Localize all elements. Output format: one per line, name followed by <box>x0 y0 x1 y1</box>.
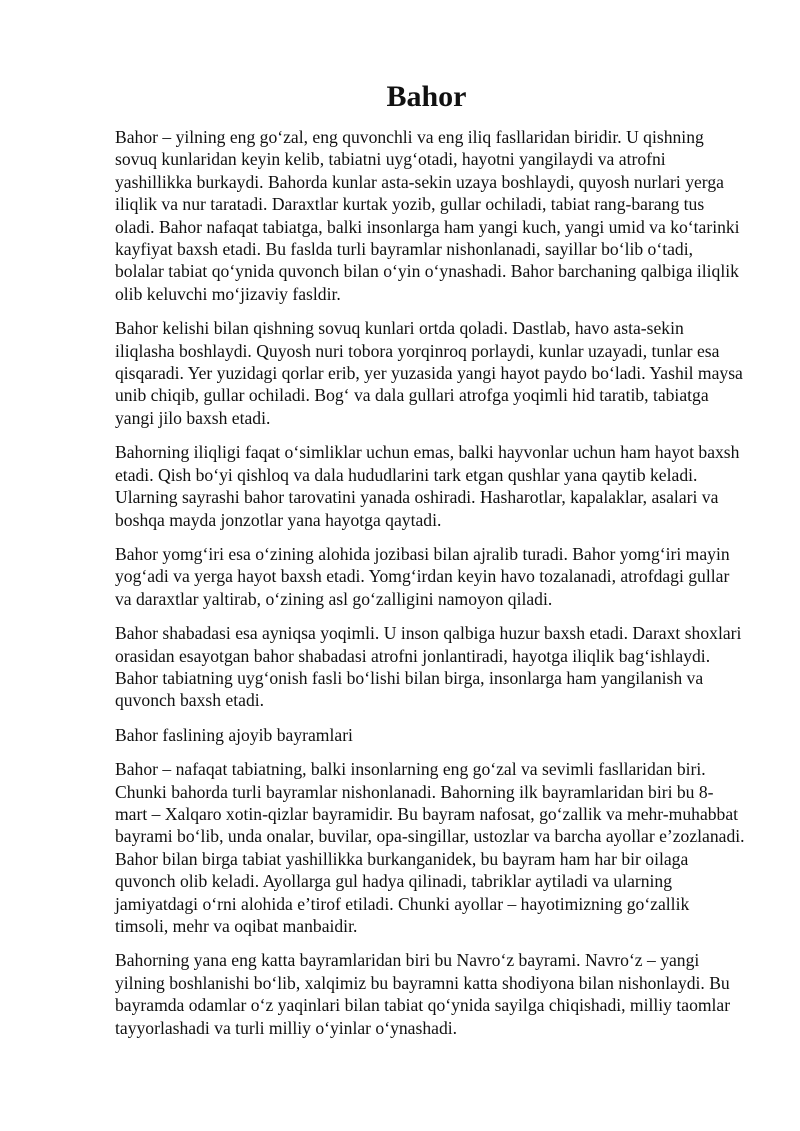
paragraph: Bahor – nafaqat tabiatning, balki insonlarning eng go‘zal va sevimli fasllaridan biri. Chunki bahorda turli bayramlar nishonlanadi. Bahorning ilk bayramlaridan biri bu 8-mart – Xalqaro xotin-qizlar bayramidir. Bu bayram nafosat, go‘zallik va mehr-muhabbat bayrami bo‘lib, unda onalar, buvilar, opa-singillar, ustozlar va barcha ayollar e’zozlanadi. Bahor bilan birga tabiat yashillikka burkanganidek, bu bayram ham har bir oilaga quvonch olib keladi. Ayollarga gul hadya qilinadi, tabriklar aytiladi va ularning jamiyatdagi o‘rni alohida e’tirof etiladi. Chunki ayollar – hayotimizning go‘zallik timsoli, mehr va oqibat manbaidir. <box>115 759 745 936</box>
paragraph: Bahor – yilning eng go‘zal, eng quvonchli va eng iliq fasllaridan biridir. U qishning sovuq kunlaridan keyin kelib, tabiatni uyg‘otadi, hayotni yangilaydi va atrofni yashillikka burkaydi. Bahorda kunlar asta-sekin uzaya boshlaydi, quyosh nurlari yerga iliqlik va nur taratadi. Daraxtlar kurtak yozib, gullar ochiladi, tabiat rang-barang tus oladi. Bahor nafaqat tabiatga, balki insonlarga ham yangi kuch, yangi umid va ko‘tarinki kayfiyat baxsh etadi. Bu faslda turli bayramlar nishonlanadi, sayillar bo‘lib o‘tadi, bolalar tabiat qo‘ynida quvonch bilan o‘yin o‘ynashadi. Bahor barchaning qalbiga iliqlik olib keluvchi mo‘jizaviy fasldir. <box>115 127 740 304</box>
paragraph: Bahorning yana eng katta bayramlaridan biri bu Navro‘z bayrami. Navro‘z – yangi yilning boshlanishi bo‘lib, xalqimiz bu bayramni katta shodiyona bilan nishonlaydi. Bu bayramda odamlar o‘z yaqinlari bilan tabiat qo‘ynida sayilga chiqishadi, milliy taomlar tayyorlashadi va turli milliy o‘yinlar o‘ynashadi. <box>115 950 731 1038</box>
paragraph: Bahorning iliqligi faqat o‘simliklar uchun emas, balki hayvonlar uchun ham hayot baxsh etadi. Qish bo‘yi qishloq va dala hududlarini tark etgan qushlar yana qaytib keladi. Ularning sayrashi bahor tarovatini yanada oshiradi. Hasharotlar, kapalaklar, asalari va boshqa mayda jonzotlar yana hayotga qaytadi. <box>115 442 740 530</box>
page-title: Bahor <box>386 80 467 113</box>
paragraph: Bahor shabadasi esa ayniqsa yoqimli. U inson qalbiga huzur baxsh etadi. Daraxt shoxlari orasidan esayotgan bahor shabadasi atrofni jonlantiradi, hayotga iliqlik bag‘ishlaydi. Bahor tabiatning uyg‘onish fasli bo‘lishi bilan birga, insonlarga ham yangilanish va quvonch baxsh etadi. <box>115 623 742 711</box>
paragraph: Bahor yomg‘iri esa o‘zining alohida jozibasi bilan ajralib turadi. Bahor yomg‘iri mayin yog‘adi va yerga hayot baxsh etadi. Yomg‘irdan keyin havo tozalanadi, atrofdagi gullar va daraxtlar yaltirab, o‘zining asl go‘zalligini namoyon qiladi. <box>115 543 730 609</box>
paragraph: Bahor kelishi bilan qishning sovuq kunlari ortda qoladi. Dastlab, havo asta-sekin iliqlasha boshlaydi. Quyosh nuri tobora yorqinroq porlaydi, kunlar uzayadi, tunlar esa qisqaradi. Yer yuzidagi qorlar erib, yer yuzasida yangi hayot paydo bo‘ladi. Yashil maysa unib chiqib, gullar ochiladi. Bog‘ va dala gullari atrofga yoqimli hid taratib, tabiatga yangi jilo baxsh etadi. <box>115 318 743 428</box>
section-heading: Bahor faslining ajoyib bayramlari <box>115 724 353 745</box>
